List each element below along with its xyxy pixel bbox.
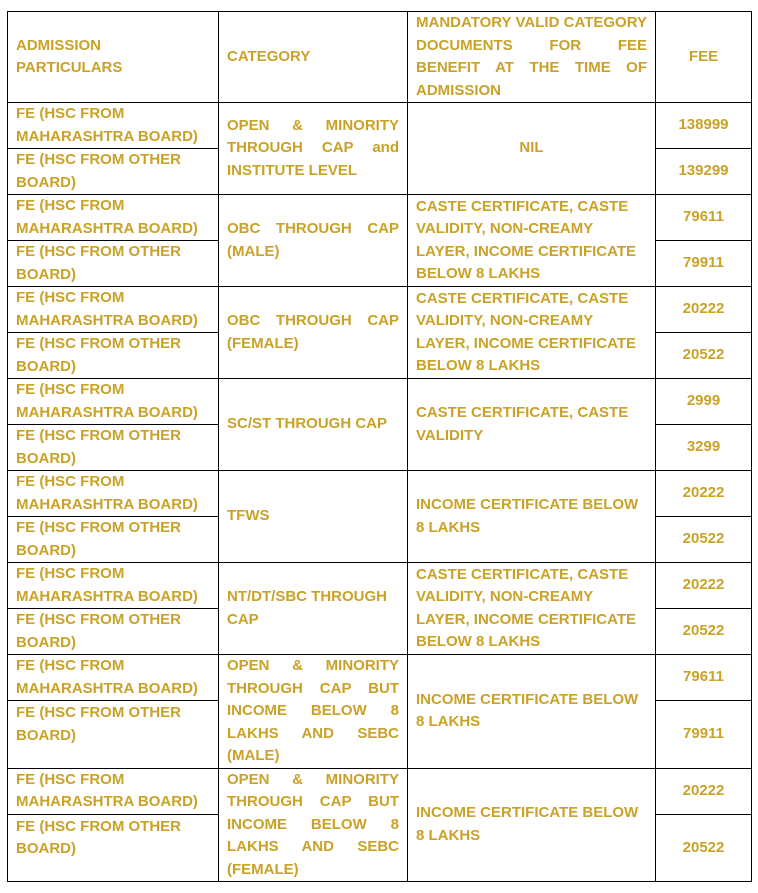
fee-cell: 20222 <box>656 471 752 517</box>
category-cell: TFWS <box>219 471 408 563</box>
documents-cell: INCOME CERTIFICATE BELOW 8 LAKHS <box>408 768 656 882</box>
fee-cell: 20522 <box>656 517 752 563</box>
fee-cell: 79911 <box>656 241 752 287</box>
admission-cell: FE (HSC FROM OTHER BOARD) <box>8 425 219 471</box>
category-cell: OPEN & MINORITY THROUGH CAP and INSTITUTE LEVEL <box>219 103 408 195</box>
category-cell: OPEN & MINORITY THROUGH CAP BUT INCOME BELOW 8 LAKHS AND SEBC (MALE) <box>219 655 408 769</box>
admission-cell: FE (HSC FROM OTHER BOARD) <box>8 333 219 379</box>
documents-cell: CASTE CERTIFICATE, CASTE VALIDITY, NON-CREAMY LAYER, INCOME CERTIFICATE BELOW 8 LAKHS <box>408 287 656 379</box>
admission-cell: FE (HSC FROM OTHER BOARD) <box>8 517 219 563</box>
header-category: CATEGORY <box>219 12 408 103</box>
documents-cell: CASTE CERTIFICATE, CASTE VALIDITY, NON-CREAMY LAYER, INCOME CERTIFICATE BELOW 8 LAKHS <box>408 563 656 655</box>
header-admission-particulars: ADMISSION PARTICULARS <box>8 12 219 103</box>
table-row <box>8 195 752 241</box>
admission-cell: FE (HSC FROM MAHARASHTRA BOARD) <box>8 768 219 814</box>
header-fee: FEE <box>656 12 752 103</box>
admission-cell: FE (HSC FROM OTHER BOARD) <box>8 609 219 655</box>
fee-cell: 3299 <box>656 425 752 471</box>
fee-cell: 79911 <box>656 701 752 768</box>
fee-cell: 139299 <box>656 149 752 195</box>
table-row <box>8 287 752 333</box>
admission-cell: FE (HSC FROM MAHARASHTRA BOARD) <box>8 287 219 333</box>
fee-cell: 20222 <box>656 768 752 814</box>
category-cell: OBC THROUGH CAP (MALE) <box>219 195 408 287</box>
admission-cell: FE (HSC FROM OTHER BOARD) <box>8 701 219 768</box>
admission-cell: FE (HSC FROM MAHARASHTRA BOARD) <box>8 195 219 241</box>
table-row <box>8 768 752 814</box>
category-cell: OBC THROUGH CAP (FEMALE) <box>219 287 408 379</box>
admission-cell: FE (HSC FROM OTHER BOARD) <box>8 814 219 881</box>
fee-structure-table <box>7 11 752 882</box>
documents-cell: INCOME CERTIFICATE BELOW 8 LAKHS <box>408 655 656 769</box>
fee-cell: 20522 <box>656 814 752 881</box>
fee-cell: 2999 <box>656 379 752 425</box>
fee-cell: 20522 <box>656 609 752 655</box>
documents-cell: CASTE CERTIFICATE, CASTE VALIDITY <box>408 379 656 471</box>
category-cell: OPEN & MINORITY THROUGH CAP BUT INCOME BELOW 8 LAKHS AND SEBC (FEMALE) <box>219 768 408 882</box>
admission-cell: FE (HSC FROM MAHARASHTRA BOARD) <box>8 379 219 425</box>
fee-cell: 20222 <box>656 563 752 609</box>
admission-cell: FE (HSC FROM MAHARASHTRA BOARD) <box>8 103 219 149</box>
header-row <box>8 12 752 103</box>
fee-cell: 20522 <box>656 333 752 379</box>
table-row <box>8 379 752 425</box>
header-documents: MANDATORY VALID CATEGORY DOCUMENTS FOR FEE BENEFIT AT THE TIME OF ADMISSION <box>408 12 656 103</box>
fee-cell: 79611 <box>656 655 752 701</box>
table-row <box>8 563 752 609</box>
category-cell: NT/DT/SBC THROUGH CAP <box>219 563 408 655</box>
admission-cell: FE (HSC FROM OTHER BOARD) <box>8 241 219 287</box>
documents-cell: INCOME CERTIFICATE BELOW 8 LAKHS <box>408 471 656 563</box>
fee-cell: 138999 <box>656 103 752 149</box>
documents-cell: CASTE CERTIFICATE, CASTE VALIDITY, NON-CREAMY LAYER, INCOME CERTIFICATE BELOW 8 LAKHS <box>408 195 656 287</box>
table-row <box>8 655 752 701</box>
admission-cell: FE (HSC FROM MAHARASHTRA BOARD) <box>8 471 219 517</box>
admission-cell: FE (HSC FROM MAHARASHTRA BOARD) <box>8 655 219 701</box>
fee-cell: 20222 <box>656 287 752 333</box>
documents-cell: NIL <box>408 103 656 195</box>
fee-cell: 79611 <box>656 195 752 241</box>
category-cell: SC/ST THROUGH CAP <box>219 379 408 471</box>
admission-cell: FE (HSC FROM OTHER BOARD) <box>8 149 219 195</box>
table-row <box>8 103 752 149</box>
table-row <box>8 471 752 517</box>
admission-cell: FE (HSC FROM MAHARASHTRA BOARD) <box>8 563 219 609</box>
